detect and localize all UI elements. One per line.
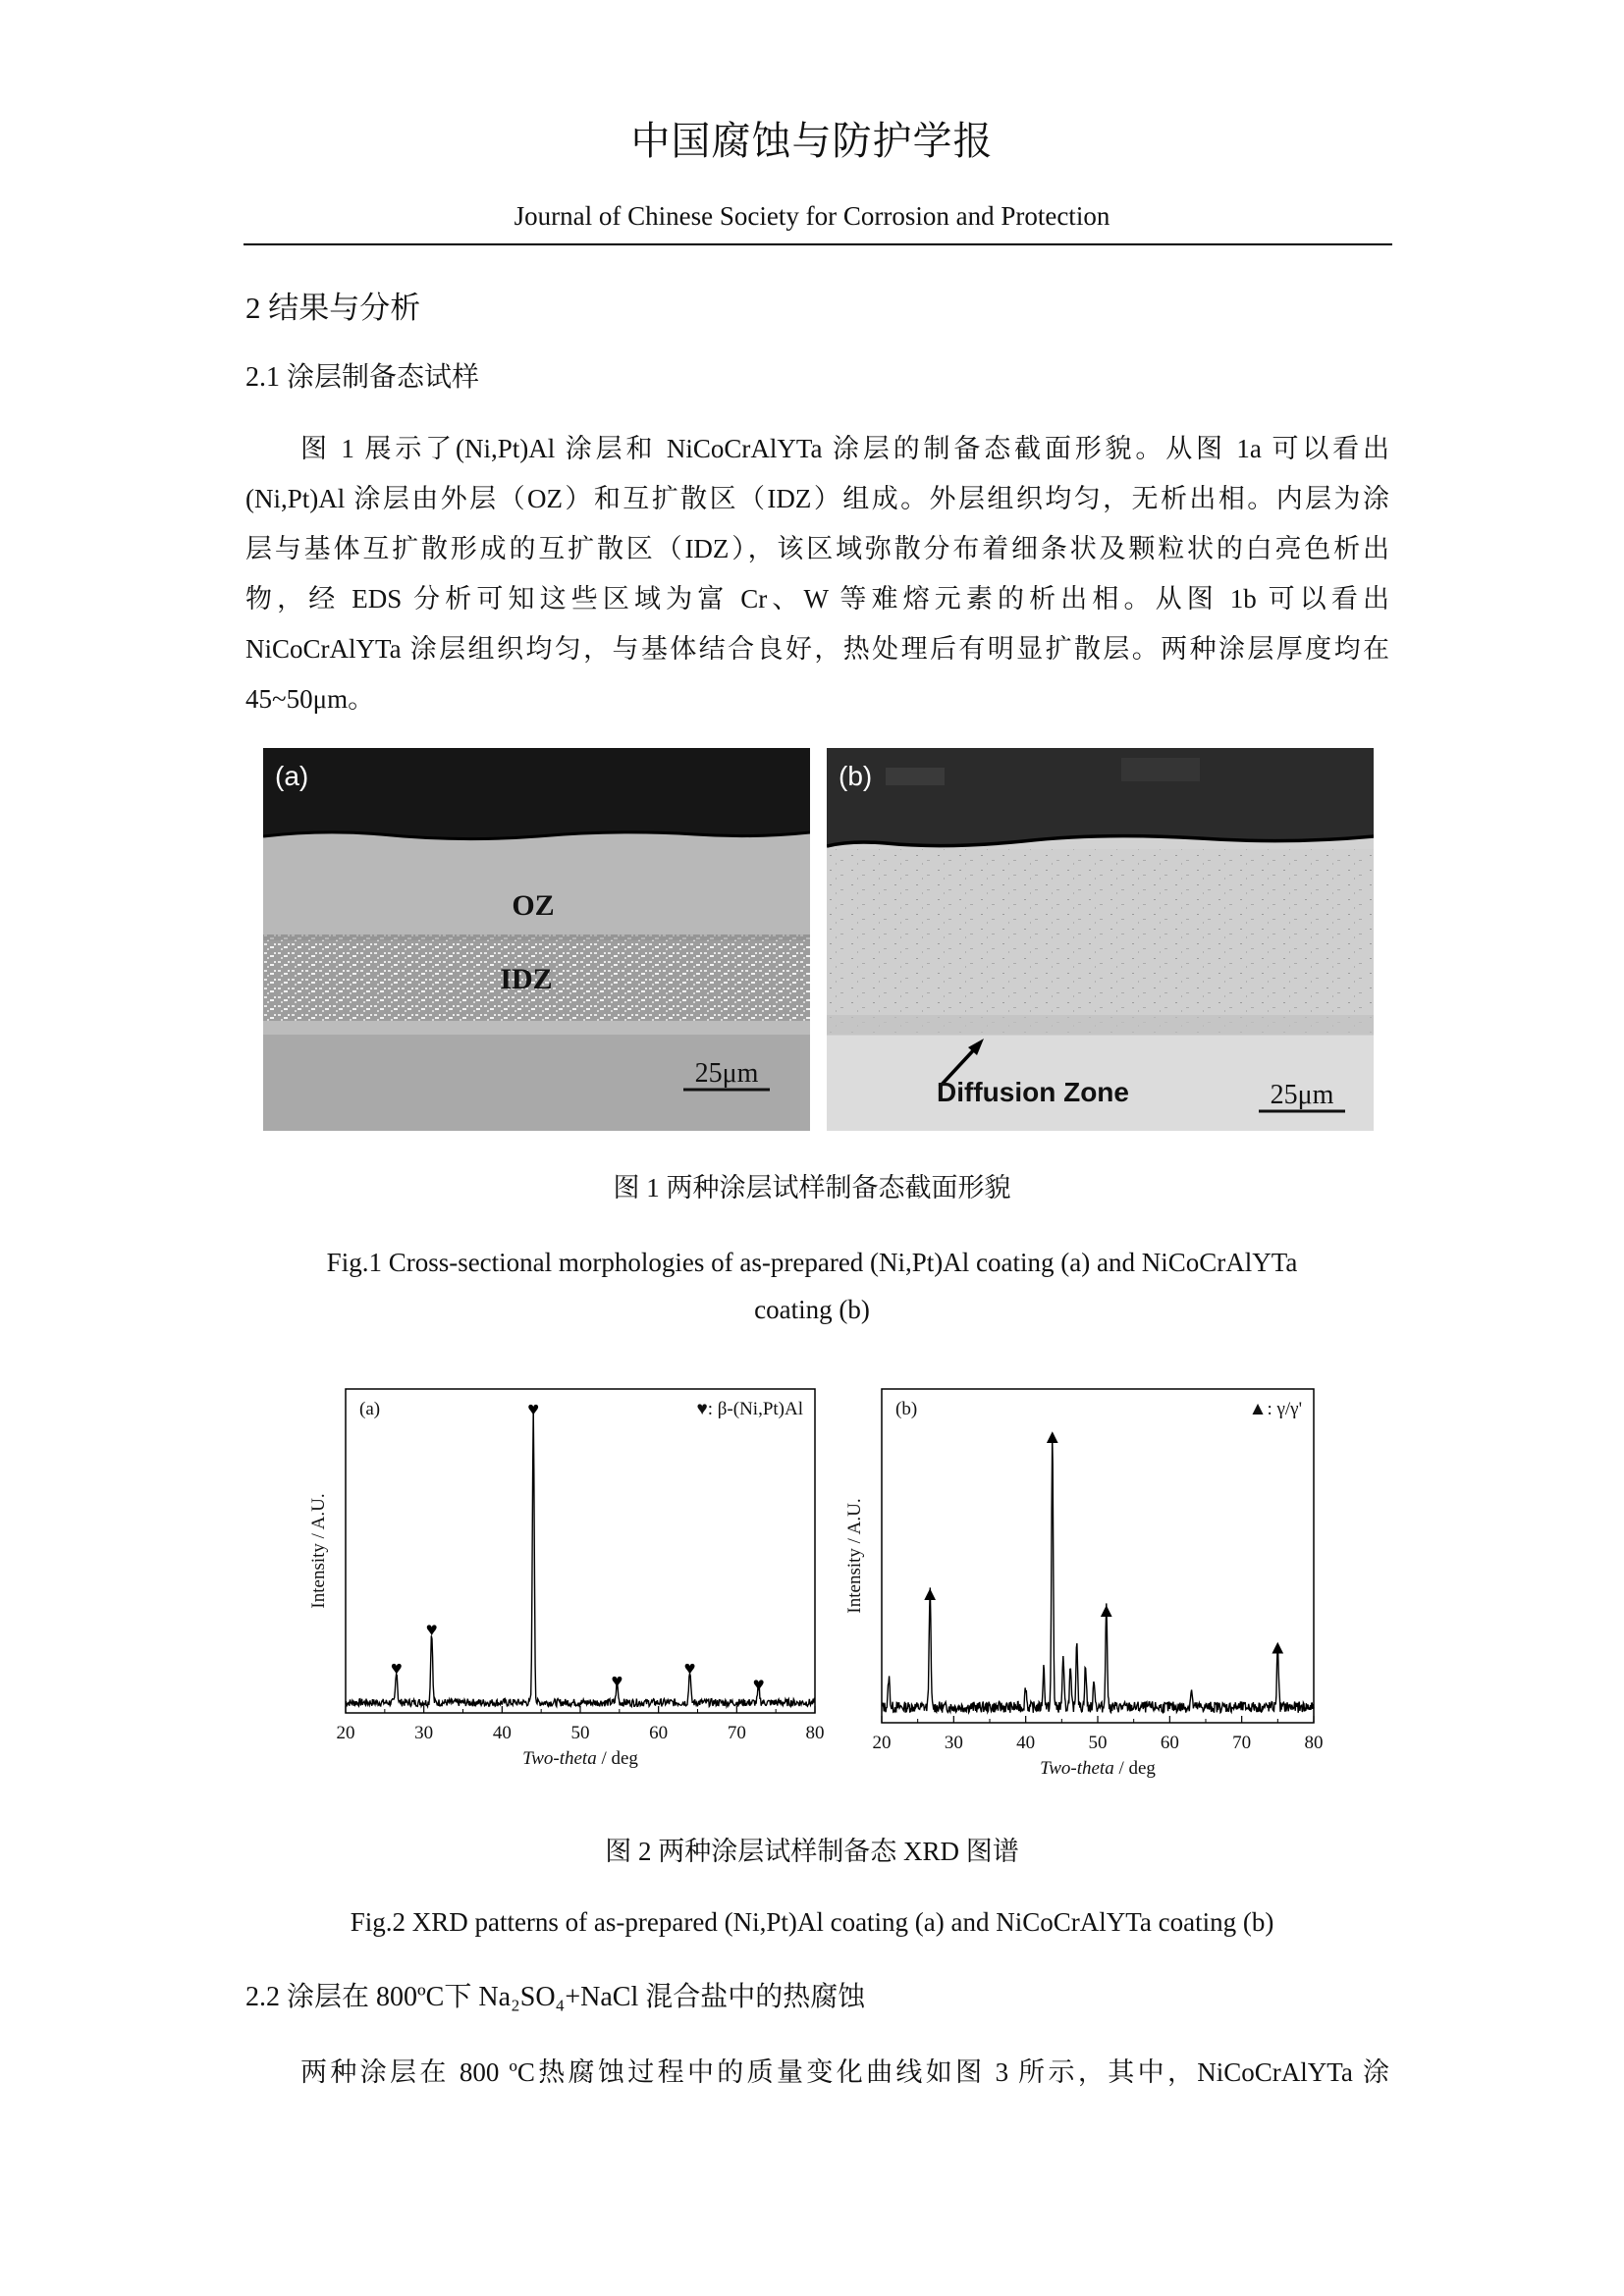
- x-tick-label: 80: [1304, 1733, 1324, 1753]
- legend: ♥: β-(Ni,Pt)Al: [696, 1399, 803, 1419]
- y-axis-label: Intensity / A.U.: [844, 1498, 865, 1614]
- diffusion-zone-label: Diffusion Zone: [937, 1077, 1129, 1107]
- paragraph-line: 两种涂层在 800 ºC热腐蚀过程中的质量变化曲线如图 3 所示，其中，NiCoCrAlYTa 涂: [300, 2057, 1389, 2087]
- sem-image-b: [827, 748, 1374, 1131]
- paragraph-line: NiCoCrAlYTa 涂层组织均匀，与基体结合良好，热处理后有明显扩散层。两种涂层厚度均在: [245, 634, 1389, 664]
- x-tick-label: 40: [492, 1723, 512, 1743]
- paragraph-2-2: [245, 2048, 1389, 2098]
- x-tick-label: 30: [944, 1733, 963, 1753]
- xrd-chart-a: [304, 1379, 835, 1791]
- x-tick-label: 70: [1232, 1733, 1252, 1753]
- y-axis-label: Intensity / A.U.: [308, 1493, 329, 1609]
- x-axis-label: Two-theta / deg: [1040, 1758, 1156, 1779]
- figure2-caption-en: Fig.2 XRD patterns of as-prepared (Ni,Pt)Al coating (a) and NiCoCrAlYTa coating (b): [350, 1907, 1274, 1937]
- figure1-caption-en-line2: coating (b): [754, 1295, 870, 1324]
- x-tick-label: 60: [1160, 1733, 1179, 1753]
- x-tick-label: 30: [414, 1723, 434, 1743]
- figure1-caption-en-line1: Fig.1 Cross-sectional morphologies of as-prepared (Ni,Pt)Al coating (a) and NiCoCrAlYTa: [326, 1248, 1298, 1277]
- journal-title-en: Journal of Chinese Society for Corrosion and Protection: [514, 201, 1110, 231]
- panel-tag: (b): [895, 1399, 918, 1419]
- peak-marker: ♥: [683, 1658, 696, 1680]
- peak-marker: ▲: [1042, 1426, 1062, 1449]
- idz-label: IDZ: [500, 963, 553, 995]
- plot-frame: [346, 1389, 815, 1713]
- peak-marker: ▲: [1096, 1600, 1116, 1622]
- peak-marker: ♥: [527, 1399, 540, 1420]
- subsection-heading-2-1: 2.1 涂层制备态试样: [245, 362, 480, 393]
- x-tick-label: 50: [1088, 1733, 1108, 1753]
- peak-marker: ▲: [920, 1583, 941, 1605]
- xrd-pattern-line: [882, 1437, 1314, 1713]
- scale-bar-label-b: 25μm: [1270, 1080, 1334, 1110]
- x-tick-label: 20: [872, 1733, 892, 1753]
- paragraph-2-1: [245, 424, 1389, 724]
- x-axis-label: Two-theta / deg: [522, 1748, 638, 1769]
- scale-bar-label-a: 25μm: [694, 1058, 759, 1089]
- paragraph-line: 45~50μm。: [245, 684, 375, 714]
- header-rule: [244, 243, 1392, 245]
- journal-title-cn: 中国腐蚀与防护学报: [630, 119, 994, 163]
- legend: ▲: γ/γ': [1248, 1399, 1302, 1419]
- peak-marker: ♥: [611, 1671, 623, 1693]
- peak-marker: ▲: [1268, 1636, 1288, 1659]
- panel-tag: (a): [359, 1399, 381, 1419]
- paragraph-line: 物，经 EDS 分析可知这些区域为富 Cr、W 等难熔元素的析出相。从图 1b 可以看出: [245, 584, 1389, 614]
- x-tick-label: 40: [1016, 1733, 1036, 1753]
- x-tick-label: 60: [649, 1723, 669, 1743]
- x-tick-label: 70: [727, 1723, 746, 1743]
- paragraph-line: 层与基体互扩散形成的互扩散区（IDZ），该区域弥散分布着细条状及颗粒状的白亮色析出: [245, 534, 1389, 563]
- peak-marker: ♥: [752, 1674, 765, 1696]
- figure2-caption-cn: 图 2 两种涂层试样制备态 XRD 图谱: [605, 1837, 1019, 1866]
- figure1-caption-cn: 图 1 两种涂层试样制备态截面形貌: [613, 1173, 1011, 1202]
- x-tick-label: 80: [805, 1723, 825, 1743]
- xrd-chart-b: [844, 1379, 1355, 1791]
- oz-label: OZ: [512, 889, 555, 922]
- x-tick-label: 50: [570, 1723, 590, 1743]
- peak-marker: ♥: [425, 1619, 438, 1641]
- peak-marker: ♥: [390, 1658, 403, 1680]
- plot-frame: [882, 1389, 1314, 1723]
- section-heading: 2 结果与分析: [245, 291, 421, 325]
- xrd-pattern-line: [346, 1408, 815, 1706]
- subsection-heading-2-2: 2.2 涂层在 800ºC下 Na₂SO₄+NaCl 混合盐中的热腐蚀: [245, 1982, 866, 2012]
- paragraph-line: (Ni,Pt)Al 涂层由外层（OZ）和互扩散区（IDZ）组成。外层组织均匀，无析出相。内层为涂: [245, 484, 1389, 513]
- sem-image-a: [263, 748, 810, 1131]
- paragraph-line: 图 1 展示了(Ni,Pt)Al 涂层和 NiCoCrAlYTa 涂层的制备态截面形貌。从图 1a 可以看出: [300, 434, 1389, 463]
- panel-tag-a: (a): [275, 761, 309, 791]
- x-tick-label: 20: [336, 1723, 355, 1743]
- panel-tag-b: (b): [839, 761, 873, 791]
